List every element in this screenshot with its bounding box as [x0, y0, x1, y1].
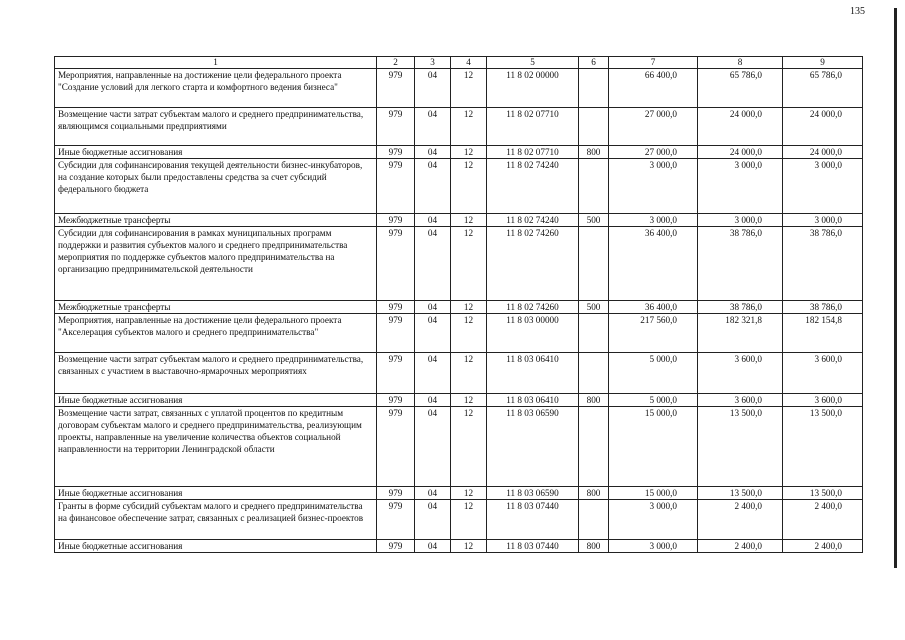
table-header-row [55, 57, 863, 69]
amount-col9-cell: 24 000,0 [783, 108, 863, 146]
section-cell: 04 [415, 69, 451, 108]
amount-col8-cell: 3 600,0 [698, 353, 783, 394]
amount-col8-cell: 2 400,0 [698, 500, 783, 540]
rzpr-code-cell: 979 [377, 314, 415, 353]
expense-type-cell: 800 [579, 540, 609, 553]
table-row [55, 69, 863, 108]
target-article-cell: 11 8 02 74240 [487, 159, 579, 214]
expense-type-cell [579, 227, 609, 301]
expense-type-cell [579, 407, 609, 487]
amount-col8-cell: 24 000,0 [698, 146, 783, 159]
page-number: 135 [850, 6, 865, 17]
target-article-cell: 11 8 02 74240 [487, 214, 579, 227]
amount-col8-cell: 24 000,0 [698, 108, 783, 146]
amount-col7-cell: 3 000,0 [609, 159, 698, 214]
column-header: 4 [451, 57, 487, 69]
row-name-cell: Гранты в форме субсидий субъектам малого и среднего предпринимательства на финансовое обеспечение затрат, связанных с реализацией бизнес-проектов [55, 500, 377, 540]
table-row [55, 301, 863, 314]
amount-col7-cell: 66 400,0 [609, 69, 698, 108]
amount-col8-cell: 38 786,0 [698, 301, 783, 314]
target-article-cell: 11 8 03 07440 [487, 540, 579, 553]
table-row [55, 407, 863, 487]
subsection-cell: 12 [451, 214, 487, 227]
expense-type-cell: 800 [579, 394, 609, 407]
table-row [55, 394, 863, 407]
table-row [55, 500, 863, 540]
expense-type-cell [579, 353, 609, 394]
amount-col9-cell: 3 600,0 [783, 353, 863, 394]
amount-col9-cell: 3 600,0 [783, 394, 863, 407]
amount-col9-cell: 2 400,0 [783, 500, 863, 540]
budget-table [54, 56, 863, 553]
column-header: 6 [579, 57, 609, 69]
table-row [55, 227, 863, 301]
amount-col7-cell: 36 400,0 [609, 227, 698, 301]
expense-type-cell: 500 [579, 301, 609, 314]
expense-type-cell: 500 [579, 214, 609, 227]
expense-type-cell [579, 69, 609, 108]
subsection-cell: 12 [451, 314, 487, 353]
amount-col7-cell: 3 000,0 [609, 540, 698, 553]
row-name-cell: Возмещение части затрат, связанных с уплатой процентов по кредитным договорам субъектам малого и среднего предпринимательства, реализующим проекты, направленные на увеличение количества объектов социальной направленности на территории Ленинградской области [55, 407, 377, 487]
rzpr-code-cell: 979 [377, 214, 415, 227]
subsection-cell: 12 [451, 487, 487, 500]
amount-col9-cell: 38 786,0 [783, 301, 863, 314]
section-cell: 04 [415, 214, 451, 227]
amount-col8-cell: 3 600,0 [698, 394, 783, 407]
section-cell: 04 [415, 314, 451, 353]
amount-col7-cell: 3 000,0 [609, 500, 698, 540]
amount-col7-cell: 36 400,0 [609, 301, 698, 314]
scan-edge-line [894, 8, 897, 568]
amount-col8-cell: 2 400,0 [698, 540, 783, 553]
subsection-cell: 12 [451, 301, 487, 314]
rzpr-code-cell: 979 [377, 394, 415, 407]
target-article-cell: 11 8 02 74260 [487, 227, 579, 301]
section-cell: 04 [415, 159, 451, 214]
section-cell: 04 [415, 108, 451, 146]
section-cell: 04 [415, 353, 451, 394]
section-cell: 04 [415, 487, 451, 500]
target-article-cell: 11 8 03 06410 [487, 394, 579, 407]
rzpr-code-cell: 979 [377, 301, 415, 314]
expense-type-cell [579, 108, 609, 146]
column-header: 7 [609, 57, 698, 69]
rzpr-code-cell: 979 [377, 407, 415, 487]
section-cell: 04 [415, 227, 451, 301]
column-header: 9 [783, 57, 863, 69]
amount-col9-cell: 2 400,0 [783, 540, 863, 553]
row-name-cell: Мероприятия, направленные на достижение цели федерального проекта "Создание условий для легкого старта и комфортного ведения бизнеса" [55, 69, 377, 108]
expense-type-cell [579, 314, 609, 353]
row-name-cell: Возмещение части затрат субъектам малого и среднего предпринимательства, связанных с участием в выставочно-ярмарочных мероприятиях [55, 353, 377, 394]
target-article-cell: 11 8 02 74260 [487, 301, 579, 314]
amount-col9-cell: 65 786,0 [783, 69, 863, 108]
amount-col7-cell: 27 000,0 [609, 146, 698, 159]
expense-type-cell [579, 500, 609, 540]
table-row [55, 159, 863, 214]
subsection-cell: 12 [451, 159, 487, 214]
table-row [55, 214, 863, 227]
rzpr-code-cell: 979 [377, 227, 415, 301]
subsection-cell: 12 [451, 108, 487, 146]
section-cell: 04 [415, 301, 451, 314]
expense-type-cell: 800 [579, 146, 609, 159]
rzpr-code-cell: 979 [377, 487, 415, 500]
amount-col7-cell: 5 000,0 [609, 394, 698, 407]
amount-col8-cell: 13 500,0 [698, 407, 783, 487]
rzpr-code-cell: 979 [377, 69, 415, 108]
rzpr-code-cell: 979 [377, 540, 415, 553]
amount-col7-cell: 15 000,0 [609, 407, 698, 487]
row-name-cell: Субсидии для софинансирования в рамках муниципальных программ поддержки и развития субъектов малого и среднего предпринимательства мероприятия по поддержке субъектов малого предпринимательства на организацию предпринимательской деятельности [55, 227, 377, 301]
row-name-cell: Межбюджетные трансферты [55, 214, 377, 227]
rzpr-code-cell: 979 [377, 353, 415, 394]
subsection-cell: 12 [451, 540, 487, 553]
table-row [55, 314, 863, 353]
amount-col7-cell: 27 000,0 [609, 108, 698, 146]
amount-col9-cell: 38 786,0 [783, 227, 863, 301]
amount-col8-cell: 65 786,0 [698, 69, 783, 108]
amount-col9-cell: 3 000,0 [783, 159, 863, 214]
target-article-cell: 11 8 03 06410 [487, 353, 579, 394]
subsection-cell: 12 [451, 407, 487, 487]
target-article-cell: 11 8 03 06590 [487, 407, 579, 487]
target-article-cell: 11 8 03 06590 [487, 487, 579, 500]
table-row [55, 108, 863, 146]
amount-col9-cell: 13 500,0 [783, 487, 863, 500]
amount-col9-cell: 182 154,8 [783, 314, 863, 353]
amount-col8-cell: 3 000,0 [698, 214, 783, 227]
amount-col9-cell: 13 500,0 [783, 407, 863, 487]
expense-type-cell: 800 [579, 487, 609, 500]
rzpr-code-cell: 979 [377, 108, 415, 146]
amount-col7-cell: 5 000,0 [609, 353, 698, 394]
row-name-cell: Субсидии для софинансирования текущей деятельности бизнес-инкубаторов, на создание которых были предоставлены средства за счет субсидий федерального бюджета [55, 159, 377, 214]
section-cell: 04 [415, 500, 451, 540]
subsection-cell: 12 [451, 500, 487, 540]
expense-type-cell [579, 159, 609, 214]
row-name-cell: Иные бюджетные ассигнования [55, 146, 377, 159]
rzpr-code-cell: 979 [377, 159, 415, 214]
row-name-cell: Иные бюджетные ассигнования [55, 487, 377, 500]
table-row [55, 146, 863, 159]
rzpr-code-cell: 979 [377, 500, 415, 540]
column-header: 3 [415, 57, 451, 69]
subsection-cell: 12 [451, 69, 487, 108]
section-cell: 04 [415, 407, 451, 487]
subsection-cell: 12 [451, 146, 487, 159]
section-cell: 04 [415, 540, 451, 553]
table-row [55, 353, 863, 394]
target-article-cell: 11 8 02 07710 [487, 108, 579, 146]
column-header: 1 [55, 57, 377, 69]
row-name-cell: Мероприятия, направленные на достижение цели федерального проекта "Акселерация субъектов малого и среднего предпринимательства" [55, 314, 377, 353]
column-header: 2 [377, 57, 415, 69]
subsection-cell: 12 [451, 394, 487, 407]
subsection-cell: 12 [451, 227, 487, 301]
amount-col9-cell: 3 000,0 [783, 214, 863, 227]
target-article-cell: 11 8 02 00000 [487, 69, 579, 108]
column-header: 8 [698, 57, 783, 69]
column-header: 5 [487, 57, 579, 69]
amount-col8-cell: 13 500,0 [698, 487, 783, 500]
amount-col8-cell: 3 000,0 [698, 159, 783, 214]
row-name-cell: Межбюджетные трансферты [55, 301, 377, 314]
amount-col8-cell: 182 321,8 [698, 314, 783, 353]
amount-col7-cell: 15 000,0 [609, 487, 698, 500]
amount-col7-cell: 217 560,0 [609, 314, 698, 353]
target-article-cell: 11 8 03 07440 [487, 500, 579, 540]
section-cell: 04 [415, 146, 451, 159]
row-name-cell: Иные бюджетные ассигнования [55, 394, 377, 407]
target-article-cell: 11 8 02 07710 [487, 146, 579, 159]
target-article-cell: 11 8 03 00000 [487, 314, 579, 353]
amount-col8-cell: 38 786,0 [698, 227, 783, 301]
amount-col9-cell: 24 000,0 [783, 146, 863, 159]
table-row [55, 487, 863, 500]
section-cell: 04 [415, 394, 451, 407]
row-name-cell: Иные бюджетные ассигнования [55, 540, 377, 553]
rzpr-code-cell: 979 [377, 146, 415, 159]
amount-col7-cell: 3 000,0 [609, 214, 698, 227]
row-name-cell: Возмещение части затрат субъектам малого и среднего предпринимательства, являющимся социальными предприятиями [55, 108, 377, 146]
table-row [55, 540, 863, 553]
subsection-cell: 12 [451, 353, 487, 394]
